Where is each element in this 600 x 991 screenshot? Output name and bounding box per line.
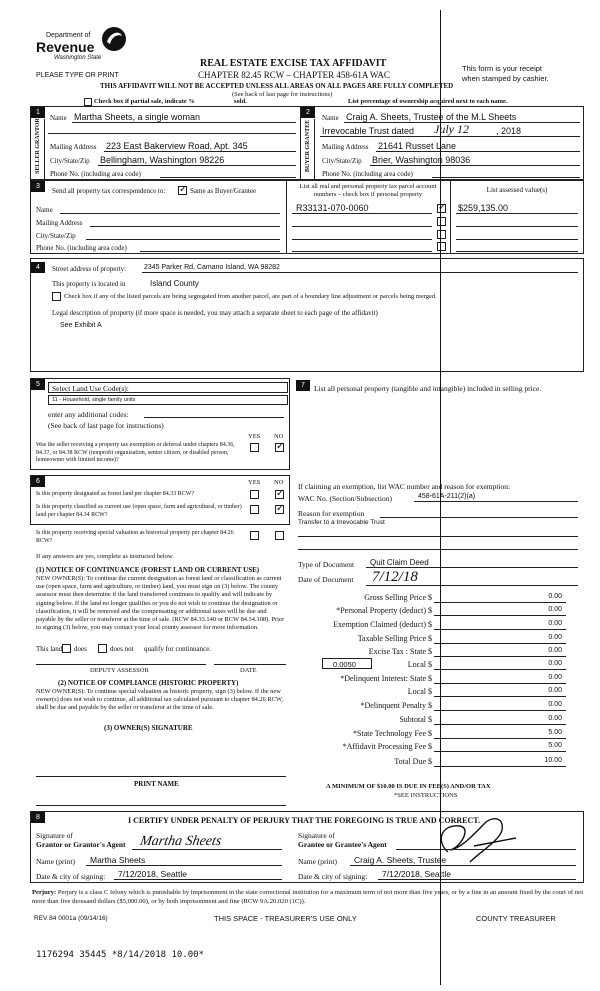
land-use-value-field[interactable] (48, 395, 288, 405)
fee-label-taxable: Taxable Selling Price $ (357, 634, 432, 643)
same-as-buyer-checkbox[interactable] (178, 186, 187, 195)
continuance-title: (1) NOTICE OF CONTINUANCE (FOREST LAND OR CURRENT USE) (36, 566, 260, 574)
seller-city-label: City/State/Zip (50, 157, 90, 165)
logo-revenue: Revenue (36, 39, 95, 55)
s3-name-label: Name (36, 206, 53, 214)
buyer-name-line2[interactable]: Irrevocable Trust dated (322, 126, 415, 136)
does-label: does (74, 645, 87, 653)
stamp-border-line (440, 10, 441, 985)
same-as-buyer-label: Same as Buyer/Grantee (190, 187, 257, 195)
doc-type-label: Type of Document (298, 560, 355, 569)
grantor-date-label: Date & city of signing: (36, 872, 106, 881)
send-correspondence-label: Send all property tax correspondence to: (52, 187, 166, 195)
fee-value-excise-local[interactable]: 0.00 (548, 660, 562, 667)
form-number: REV 84 0001a (09/14/16) (34, 915, 108, 922)
grantee-date[interactable]: 7/12/2018, Seattle (382, 869, 452, 879)
legal-value[interactable]: See Exhibit A (60, 322, 102, 329)
logo-department: Department of (46, 32, 91, 39)
form-warning: THIS AFFIDAVIT WILL NOT BE ACCEPTED UNLESS ALL AREAS ON ALL PAGES ARE FULLY COMPLETED (100, 82, 454, 90)
s6-yes: YES (248, 479, 261, 486)
fee-value-tech-fee[interactable]: 5.00 (548, 729, 562, 736)
continuance-text: NEW OWNER(S): To continue the current designation as forest land or classification as current use (open space, farm and agriculture, or timber) land, you must sign on (3) below. The county assessor must then determine if the land transferred continues to qualify and will indicate by signing below. If the land no longer qualifies or you do not wish to continue the designation or classification, it will be removed and the compensating or additional taxes will be due and payable by the seller or transferor at the time of sale. (RCW 84.33.140 or RCW 84.34.108). Prior to signing (3) below, you may contact your local county assessor for more information. (36, 575, 285, 632)
seller-city[interactable]: Bellingham, Washington 98226 (100, 155, 225, 165)
seller-mailing-label: Mailing Address (50, 143, 97, 151)
fee-value-personal[interactable]: 0.00 (548, 606, 562, 613)
recording-stamp: 1176294 35445 *8/14/2018 10.00* (36, 950, 204, 960)
this-land-label: This land (36, 645, 63, 653)
minimum-fee-note: A MINIMUM OF $10.00 IS DUE IN FEE(S) AND/OR TAX (326, 783, 491, 790)
fee-label-personal: *Personal Property (deduct) $ (336, 606, 432, 615)
fee-label-gross: Gross Selling Price $ (364, 593, 432, 602)
grantor-name[interactable]: Martha Sheets (90, 855, 146, 865)
fee-value-exemption[interactable]: 0.00 (548, 620, 562, 627)
forest-no-checkbox[interactable] (275, 490, 284, 499)
fee-value-subtotal[interactable]: 0.00 (548, 715, 562, 722)
land-use-value: 11 - Household, single family units (52, 397, 136, 403)
wac-label: WAC No. (Section/Subsection) (298, 494, 392, 503)
form-title: REAL ESTATE EXCISE TAX AFFIDAVIT (200, 58, 387, 69)
grantor-signature[interactable]: Martha Sheets (138, 834, 223, 849)
current-use-question: Is this property classified as current use (open space, farm and agricultural, or timber) land per chapter 84.34 RCW? (36, 504, 242, 518)
forest-yes-checkbox[interactable] (250, 490, 259, 499)
street-label: Street address of property: (52, 265, 127, 273)
s6-no: NO (274, 479, 284, 486)
ownership-note: List percentage of ownership acquired next to each name. (348, 98, 508, 105)
does-checkbox[interactable] (62, 644, 71, 653)
legal-label: Legal description of property (if more space is needed, you may attach a separate sheet to each page of the affidavit) (52, 309, 378, 317)
current-use-no-checkbox[interactable] (275, 505, 284, 514)
land-use-select[interactable] (48, 382, 288, 393)
buyer-name-label: Name (322, 114, 339, 122)
buyer-name-date[interactable]: July 12 (434, 122, 469, 136)
segregated-label: Check box if any of the listed parcels are being segregated from another parcel, are part of a boundary line adjustment or parcels being merged. (64, 293, 437, 300)
section-4-number: 4 (31, 262, 45, 273)
section-6-number: 6 (31, 476, 45, 487)
segregated-checkbox[interactable] (52, 292, 61, 301)
logo-state: Washington State (54, 55, 102, 61)
personal-property-checkbox-3[interactable] (437, 230, 446, 239)
buyer-mailing-label: Mailing Address (322, 143, 369, 151)
land-use-label: Select Land Use Code(s): (52, 384, 129, 393)
county-treasurer: COUNTY TREASURER (476, 914, 556, 923)
compliance-title: (2) NOTICE OF COMPLIANCE (HISTORIC PROPERTY) (58, 679, 239, 687)
s5-no: NO (274, 433, 284, 440)
see-instructions: *SEE INSTRUCTIONS (394, 792, 458, 799)
buyer-phone-label: Phone No. (including area code) (322, 170, 413, 178)
seller-mailing[interactable]: 223 East Bakerview Road, Apt. 345 (106, 141, 248, 151)
doc-date-label: Date of Document (298, 575, 354, 584)
buyer-city-label: City/State/Zip (322, 157, 362, 165)
section-2-number: 2 (301, 107, 315, 118)
fee-value-delinq-penalty[interactable]: 0.00 (548, 701, 562, 708)
grantor-sig-label-1: Signature of (36, 831, 73, 840)
fee-value-total[interactable]: 10.00 (544, 757, 562, 764)
does-not-checkbox[interactable] (98, 644, 107, 653)
claim-exemption-label: If claiming an exemption, list WAC number and reason for exemption: (298, 482, 511, 491)
fee-value-delinq-int-local[interactable]: 0.00 (548, 687, 562, 694)
s5-see-back: (See back of last page for instructions) (48, 421, 164, 430)
receipt-note-1: This form is your receipt (462, 64, 543, 73)
grantee-name[interactable]: Craig A. Sheets, Trustee (354, 855, 447, 865)
county-value[interactable]: Island County (150, 279, 199, 288)
buyer-side-label: BUYER GRANTEE (305, 119, 311, 173)
grantor-sig-label-2: Grantor or Grantor's Agent (36, 840, 126, 849)
reason-value[interactable]: Transfer to a Irrevocable Trust (298, 519, 385, 526)
perjury-text: Perjury is a class C felony which is punishable by imprisonment in the state correctional institution for a maximum term of not more than five years, or by a fine in an amount fixed by the court of not more than five thousand dollars ($5,000.00), or by both imprisonment and fine (RCW 9A.20.020 (1C)). (32, 889, 584, 905)
owner-signature-title: (3) OWNER(S) SIGNATURE (104, 724, 193, 732)
section-7-number: 7 (296, 380, 310, 391)
grantee-sig-label-2: Grantee or Grantee's Agent (298, 840, 387, 849)
section-1-number: 1 (31, 107, 45, 118)
buyer-mailing[interactable]: 21641 Russet Lane (378, 141, 457, 151)
parcel-number[interactable]: R33131-070-0060 (296, 203, 369, 213)
additional-codes-label: enter any additional codes: (48, 410, 129, 419)
exemption-question: Was the seller receiving a property tax exemption or deferral under chapters 84.36, 84.37, or 84.38 RCW (nonprofit organization, senior citizen, or disabled person, homeowner with limited income)? (36, 442, 235, 463)
fee-value-delinq-int-state[interactable]: 0.00 (548, 674, 562, 681)
s5-yes: YES (248, 433, 261, 440)
doc-type-value[interactable]: Quit Claim Deed (370, 558, 429, 567)
fee-label-delinq-int-local: Local $ (407, 687, 432, 696)
personal-property-list: List all personal property (tangible and intangible) included in selling price. (314, 384, 542, 393)
section-8-number: 8 (31, 812, 45, 823)
fee-label-exemption: Exemption Claimed (deduct) $ (333, 620, 432, 629)
buyer-city[interactable]: Brier, Washington 98036 (372, 155, 471, 165)
fee-label-delinq-penalty: *Delinquent Penalty $ (360, 701, 432, 710)
exemption-no-checkbox[interactable] (275, 443, 284, 452)
print-name-label: PRINT NAME (134, 780, 179, 788)
compliance-text: NEW OWNER(S): To continue special valuation as historic property, sign (3) below. If the new owner(s) does not wish to continue, all additional tax calculated pursuant to chapter 84.26 RCW, shall be due and payable by the seller or transferor at the time of sale. (36, 688, 283, 712)
fee-label-tech-fee: *State Technology Fee $ (352, 729, 432, 738)
fee-label-excise-state: Excise Tax : State $ (368, 647, 432, 656)
wac-value[interactable]: 458-61A-211(2)(a) (418, 493, 476, 500)
partial-sale-checkbox[interactable] (84, 98, 92, 106)
fee-label-processing-fee: *Affidavit Processing Fee $ (342, 742, 432, 751)
seller-name[interactable]: Martha Sheets, a single woman (74, 112, 201, 122)
treasurer-space: THIS SPACE - TREASURER'S USE ONLY (214, 914, 357, 923)
fee-label-excise-local: Local $ (407, 660, 432, 669)
current-use-yes-checkbox[interactable] (250, 505, 259, 514)
buyer-side-bar (301, 119, 315, 179)
qualify-label: qualify for continuance. (144, 645, 212, 653)
fee-value-excise-state[interactable]: 0.00 (548, 647, 562, 654)
receipt-note-2: when stamped by cashier. (462, 74, 549, 83)
street-value[interactable]: 2345 Parker Rd, Camano Island, WA 98282 (144, 264, 280, 271)
deputy-date-label: DATE (240, 667, 257, 674)
personal-property-checkbox-4[interactable] (437, 242, 446, 251)
partial-sale-sold: sold. (234, 98, 247, 105)
if-yes-note: If any answers are yes, complete as instructed below. (36, 553, 174, 560)
grantee-sig-label-1: Signature of (298, 831, 335, 840)
grantee-name-label: Name (print) (298, 857, 337, 866)
s3-phone-label: Phone No. (including area code) (36, 244, 127, 252)
grantor-name-label: Name (print) (36, 857, 75, 866)
does-not-label: does not (110, 645, 134, 653)
local-rate-value: 0.0050 (333, 660, 356, 669)
located-label: This property is located in (52, 280, 126, 288)
reason-label: Reason for exemption (298, 509, 365, 518)
grantor-date[interactable]: 7/12/2018, Seattle (118, 869, 188, 879)
certify-statement: I CERTIFY UNDER PENALTY OF PERJURY THAT THE FOREGOING IS TRUE AND CORRECT. (128, 816, 481, 825)
partial-sale-label: Check box if partial sale, indicate % (94, 98, 195, 105)
s3-mailing-label: Mailing Address (36, 219, 83, 227)
fee-label-delinq-int-state: *Delinquent Interest: State $ (340, 674, 432, 683)
seller-side-bar (31, 119, 45, 179)
historical-yes-checkbox[interactable] (250, 531, 259, 540)
fee-label-total: Total Due $ (394, 757, 432, 766)
please-type: PLEASE TYPE OR PRINT (36, 72, 119, 79)
fee-value-processing-fee[interactable]: 5.00 (548, 742, 562, 749)
historical-question: Is this property receiving special valuation as historical property per chapter 84.26 RCW? (36, 530, 234, 544)
buyer-name-year[interactable]: , 2018 (496, 126, 522, 136)
doc-date-value[interactable]: 7/12/18 (372, 569, 418, 585)
s3-city-label: City/State/Zip (36, 232, 76, 240)
section-5-number: 5 (31, 379, 45, 390)
assessed-value[interactable]: $259,135.00 (458, 203, 509, 213)
see-back-header: (See back of last page for instructions) (232, 91, 333, 98)
seller-side-label: SELLER GRANTOR (35, 118, 41, 174)
forest-question: Is this property designated as forest land per chapter 84.33 RCW? (36, 491, 195, 497)
assessed-header: List assessed value(s) (486, 186, 548, 194)
personal-property-checkbox-2[interactable] (437, 217, 446, 226)
perjury-notice (32, 888, 584, 906)
fee-label-subtotal: Subtotal $ (399, 715, 432, 724)
parcels-header: List all real and personal property tax parcel account numbers – check box if personal property (299, 183, 437, 198)
historical-no-checkbox[interactable] (275, 531, 284, 540)
grantee-date-label: Date & city of signing: (298, 872, 368, 881)
fee-value-taxable[interactable]: 0.00 (548, 634, 562, 641)
exemption-yes-checkbox[interactable] (250, 443, 259, 452)
section-3-number: 3 (31, 181, 45, 192)
fee-value-gross[interactable]: 0.00 (548, 593, 562, 600)
seller-name-label: Name (50, 114, 67, 122)
perjury-label: Perjury: (32, 889, 57, 896)
personal-property-checkbox-1[interactable] (437, 204, 446, 213)
logo-swoosh-icon (100, 24, 128, 54)
buyer-name-line1[interactable]: Craig A. Sheets, Trustee of the M.L Sheets (346, 112, 517, 122)
seller-phone-label: Phone No. (including area code) (50, 170, 141, 178)
revenue-logo (36, 24, 132, 64)
deputy-assessor-label: DEPUTY ASSESSOR (90, 667, 149, 674)
form-chapter: CHAPTER 82.45 RCW – CHAPTER 458-61A WAC (198, 70, 390, 80)
